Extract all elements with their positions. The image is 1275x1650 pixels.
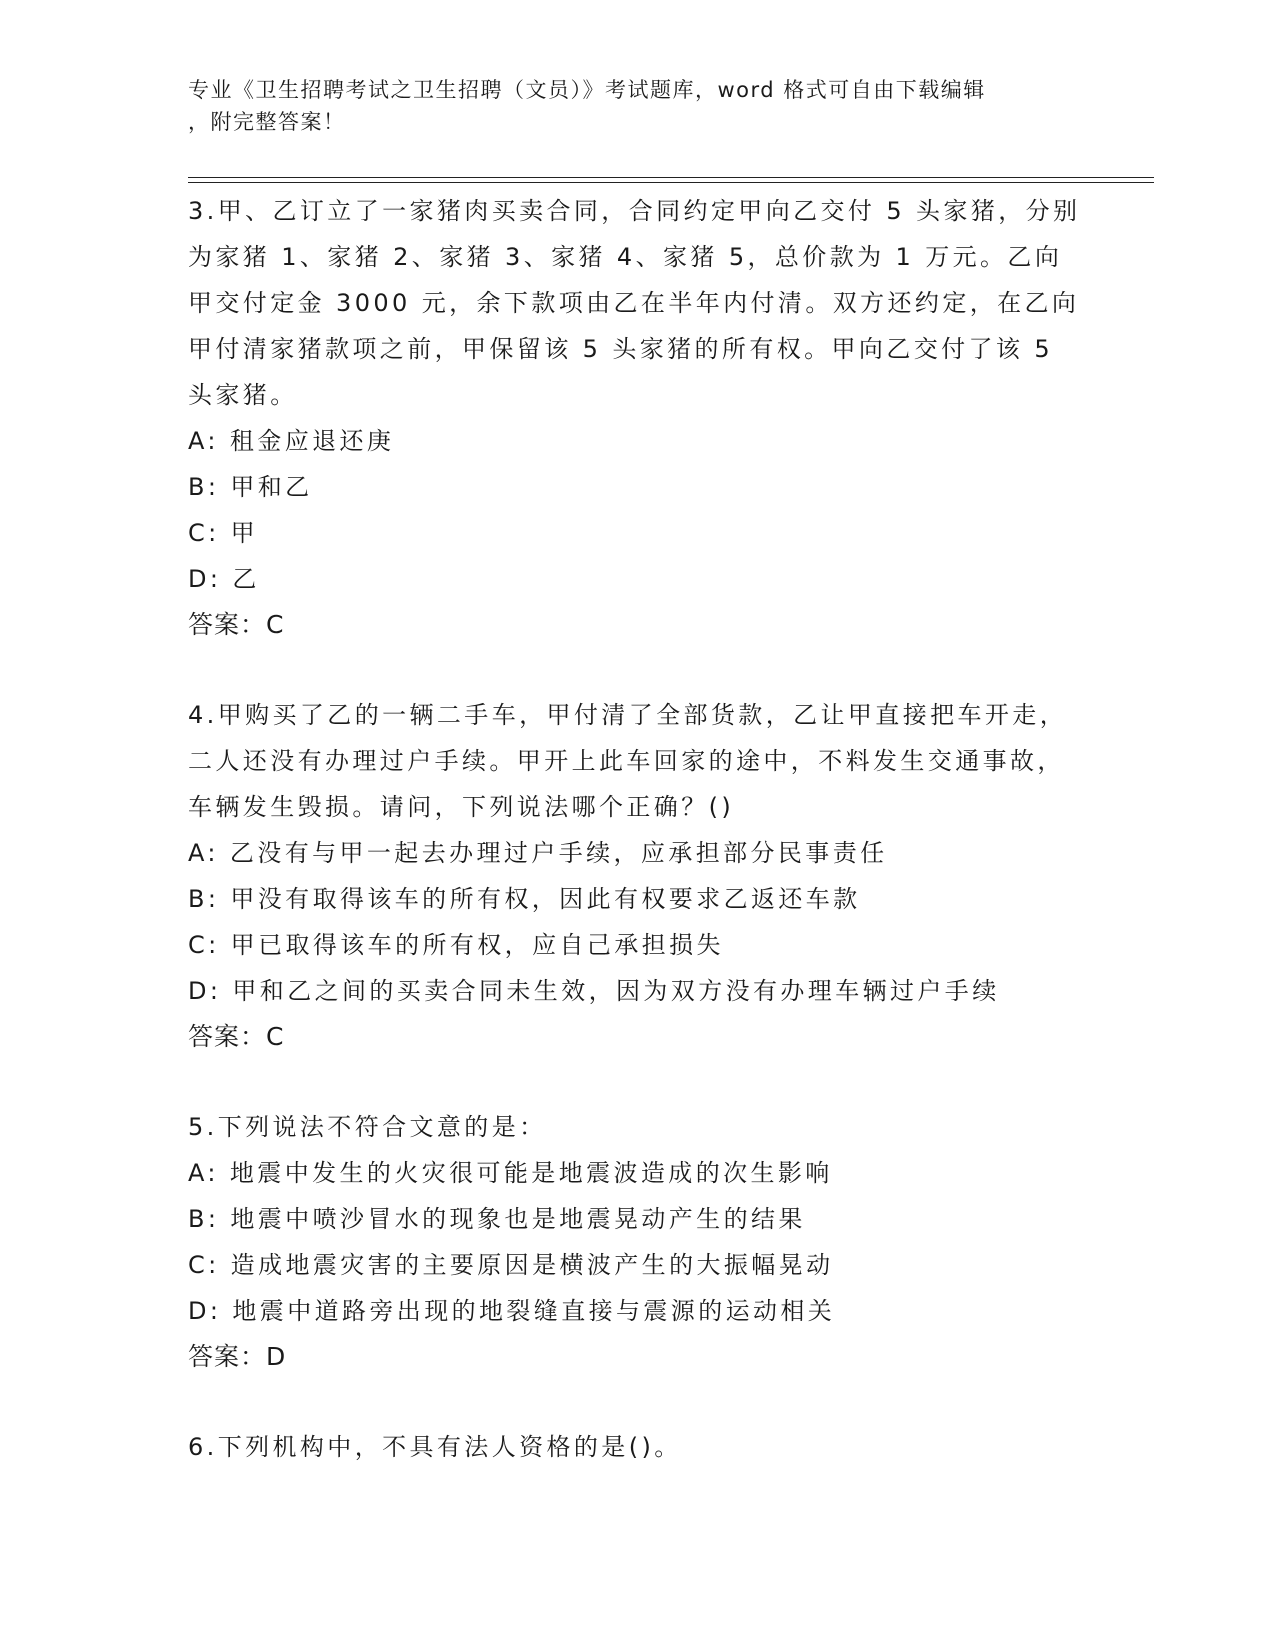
- document-header: [188, 74, 1088, 138]
- option-d: D: 乙: [188, 565, 260, 593]
- option-d: D: 地震中道路旁出现的地裂缝直接与震源的运动相关: [188, 1297, 836, 1325]
- answer: 答案：C: [188, 1022, 285, 1051]
- answer: 答案：C: [188, 610, 285, 639]
- header-divider-top: [188, 177, 1154, 178]
- answer: 答案：D: [188, 1342, 287, 1371]
- option-d: D: 甲和乙之间的买卖合同未生效，因为双方没有办理车辆过户手续: [188, 977, 1000, 1005]
- question-stem: 3.甲、乙订立了一家猪肉买卖合同，合同约定甲向乙交付 5 头家猪，分别为家猪 1、家猪 2、家猪 3、家猪 4、家猪 5，总价款为 1 万元。乙向甲交付定金 3000 元，余下款项由乙在半年内付清。双方还约定，在乙向甲付清家猪款项之前，甲保留该 5 头家猪的所有权。甲向乙交付了该 5 头家猪。: [188, 197, 1081, 409]
- option-b: B: 地震中喷沙冒水的现象也是地震晃动产生的结果: [188, 1205, 806, 1233]
- question-4: [188, 692, 1088, 1060]
- option-b: B: 甲和乙: [188, 473, 313, 501]
- option-c: C: 造成地震灾害的主要原因是横波产生的大振幅晃动: [188, 1251, 834, 1279]
- question-stem: 6.下列机构中，不具有法人资格的是()。: [188, 1433, 682, 1461]
- option-a: A: 租金应退还庚: [188, 427, 395, 455]
- question-stem: 5.下列说法不符合文意的是：: [188, 1113, 547, 1141]
- option-c: C: 甲: [188, 519, 259, 547]
- question-6: [188, 1424, 1088, 1470]
- header-divider-bottom: [188, 182, 1154, 183]
- question-stem: 4.甲购买了乙的一辆二手车，甲付清了全部货款，乙让甲直接把车开走，二人还没有办理过户手续。甲开上此车回家的途中，不料发生交通事故，车辆发生毁损。请问，下列说法哪个正确？(): [188, 701, 1068, 821]
- question-3: [188, 188, 1088, 648]
- header-line-1: 专业《卫生招聘考试之卫生招聘（文员）》考试题库，word 格式可自由下载编辑: [188, 78, 986, 102]
- question-5: [188, 1104, 1088, 1380]
- header-line-2: ，附完整答案！: [188, 110, 346, 134]
- option-b: B: 甲没有取得该车的所有权，因此有权要求乙返还车款: [188, 885, 861, 913]
- question-list: [188, 188, 1088, 1514]
- option-a: A: 地震中发生的火灾很可能是地震波造成的次生影响: [188, 1159, 833, 1187]
- option-a: A: 乙没有与甲一起去办理过户手续，应承担部分民事责任: [188, 839, 888, 867]
- option-c: C: 甲已取得该车的所有权，应自己承担损失: [188, 931, 724, 959]
